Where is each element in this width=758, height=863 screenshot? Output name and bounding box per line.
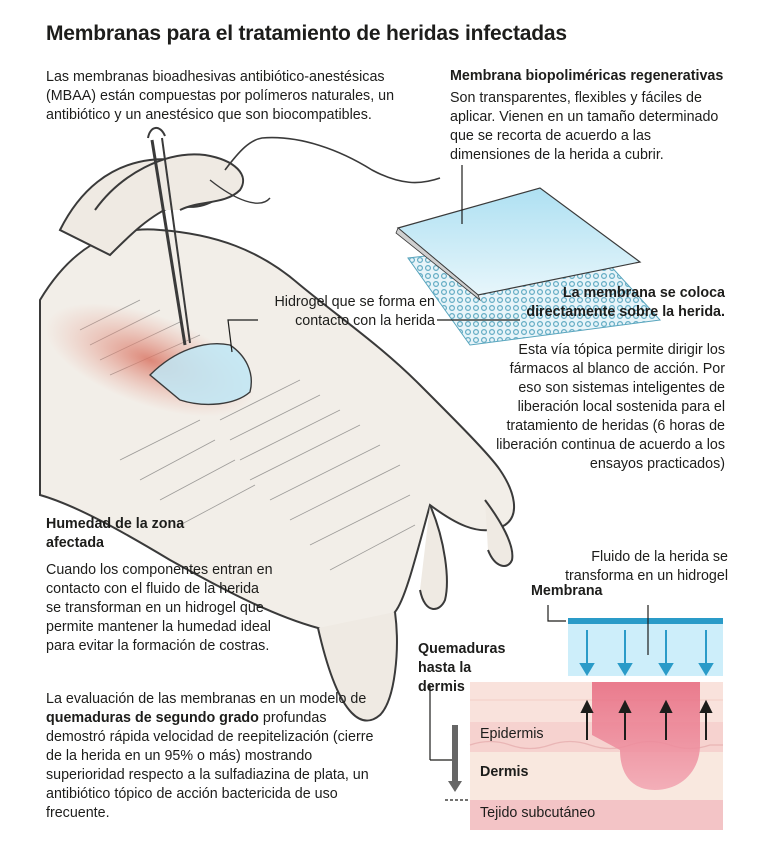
intro-text: Las membranas bioadhesivas antibiótico-anestésicas (MBAA) están compuestas por polímeros naturales, un antibiótico y un anestésico que son biocompatibles. (46, 69, 395, 123)
layer-subcutaneous-label: Tejido subcutáneo (480, 805, 596, 821)
membrane-label: Membrana (531, 583, 603, 599)
humidity-body: Cuando los componentes entran en contacto con el fluido de la herida se transforman en un hidrogel que permite mantener la humedad ideal para evitar la formación de costras. (46, 562, 273, 654)
evaluation-text (46, 690, 376, 823)
burns-label: Quemaduras hasta la dermis (418, 641, 506, 695)
regen-membrane-title: Membrana biopoliméricas regenerativas (450, 68, 724, 84)
humidity-title: Humedad de la zona afectada (46, 516, 185, 551)
evaluation-bold: quemaduras de segundo grado (46, 710, 259, 726)
placement-body: Esta vía tópica permite dirigir los fármacos al blanco de acción. Por eso son sistemas inteligentes de liberación local sostenida para el tratamiento de heridas (6 horas de liberación continua de acuerdo a los ensayos practicados) (496, 342, 725, 472)
skin-diagram (430, 605, 723, 830)
layer-dermis-label: Dermis (480, 764, 529, 780)
evaluation-post: profundas demostró rápida velocidad de reepitelización (cierre de la herida en un 95% o más) mostrando superioridad respecto a la sulfadiazina de plata, un antibiótico tópico de acción bactericida de uso frecuente. (46, 710, 374, 821)
placement-title: La membrana se coloca directamente sobre la herida. (526, 285, 725, 320)
layer-epidermis-label: Epidermis (480, 726, 544, 742)
evaluation-pre: La evaluación de las membranas en un modelo de (46, 691, 367, 707)
hydrogel-label: Hidrogel que se forma en contacto con la herida (274, 294, 435, 329)
regen-membrane-body: Son transparentes, flexibles y fáciles de aplicar. Vienen en un tamaño determinado que se recorta de acuerdo a las dimensiones de la herida a cubrir. (450, 90, 719, 163)
fluid-label: Fluido de la herida se transforma en un hidrogel (565, 549, 728, 584)
page-title: Membranas para el tratamiento de heridas infectadas (46, 22, 567, 45)
membrane-bar (568, 618, 723, 624)
